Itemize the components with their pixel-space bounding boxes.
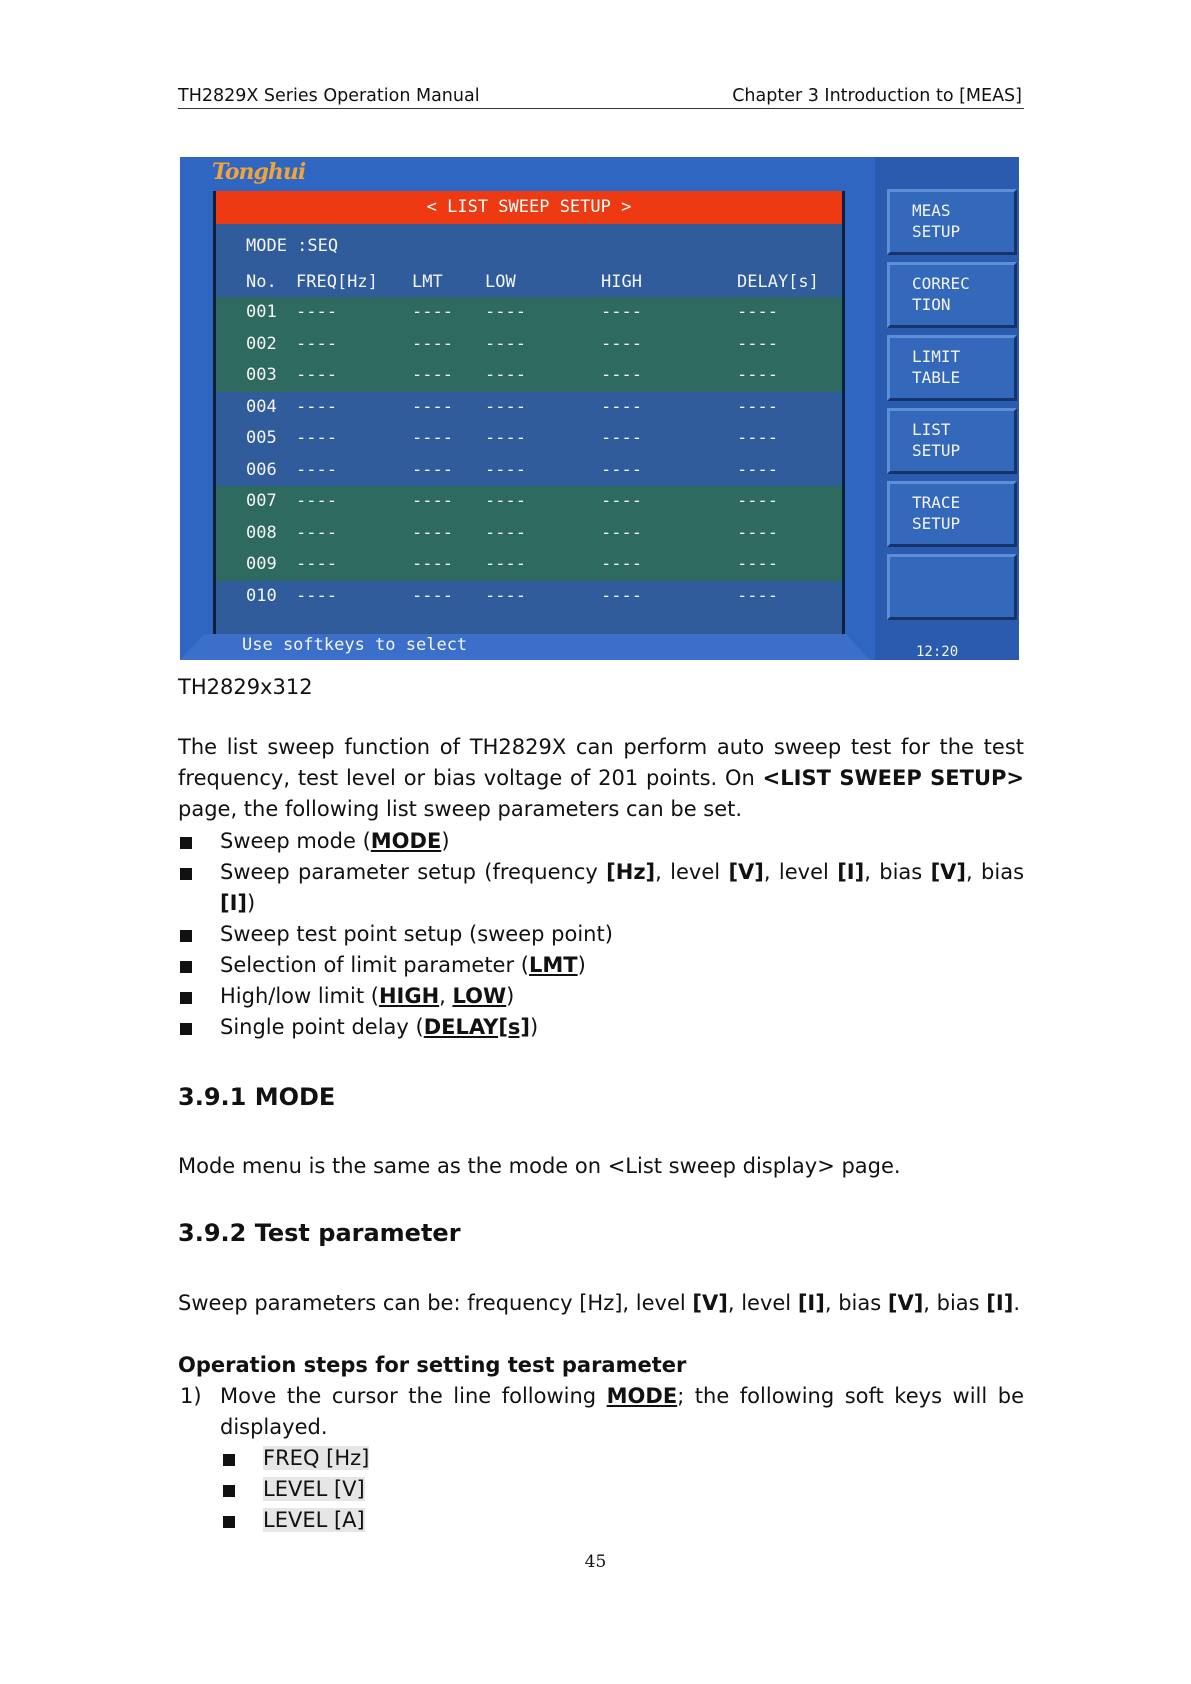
softkey-list-setup[interactable] <box>887 408 1017 474</box>
chapter-title: Chapter 3 Introduction to [MEAS] <box>732 86 1022 106</box>
table-row <box>216 518 842 550</box>
table-row <box>216 455 842 487</box>
table-cell-delay: ---- <box>737 302 778 322</box>
table-cell-delay: ---- <box>737 365 778 385</box>
softkey-limit-table[interactable] <box>887 335 1017 401</box>
table-cell-lmt: ---- <box>412 585 453 606</box>
figure-caption: TH2829x312 <box>178 675 313 699</box>
table-cell-high: ---- <box>601 333 642 354</box>
table-cell-no: 004 <box>246 396 277 417</box>
col-delay: DELAY[s] <box>737 272 819 292</box>
page-number: 45 <box>584 1552 607 1572</box>
table-cell-no: 005 <box>246 428 277 448</box>
section-heading-test-parameter: 3.9.2 Test parameter <box>178 1219 461 1247</box>
table-row <box>216 423 842 455</box>
table-cell-low: ---- <box>485 491 526 511</box>
softkey-label: CORREC TION <box>912 274 970 314</box>
table-row <box>216 549 842 581</box>
table-cell-lmt: ---- <box>412 333 453 354</box>
table-cell-delay: ---- <box>737 554 778 574</box>
table-row <box>216 581 842 613</box>
table-cell-high: ---- <box>601 459 642 480</box>
page-header <box>178 86 1024 109</box>
table-cell-high: ---- <box>601 396 642 417</box>
softkey-level-v: LEVEL [V] <box>263 1477 365 1501</box>
table-cell-high: ---- <box>601 428 642 448</box>
table-cell-lmt: ---- <box>412 396 453 417</box>
table-cell-freq: ---- <box>296 365 337 385</box>
table-cell-high: ---- <box>601 554 642 574</box>
softkey-label: MEAS SETUP <box>912 201 961 241</box>
table-cell-freq: ---- <box>296 459 337 480</box>
table-cell-lmt: ---- <box>412 459 453 480</box>
table-cell-lmt: ---- <box>412 428 453 448</box>
table-cell-no: 002 <box>246 333 277 354</box>
table-cell-high: ---- <box>601 365 642 385</box>
table-cell-low: ---- <box>485 302 526 322</box>
parameter-paragraph: Sweep parameters can be: frequency [Hz], level [V], level [I], bias [V], bias [I]. <box>178 1291 1020 1315</box>
table-cell-low: ---- <box>485 428 526 448</box>
bullet-icon <box>180 992 192 1004</box>
table-cell-lmt: ---- <box>412 522 453 543</box>
softkey-panel <box>875 157 1019 660</box>
table-cell-freq: ---- <box>296 491 337 511</box>
bullet-icon <box>223 1454 235 1466</box>
table-cell-low: ---- <box>485 459 526 480</box>
table-cell-delay: ---- <box>737 396 778 417</box>
bullet-icon <box>180 837 192 849</box>
screen-title: < LIST SWEEP SETUP > <box>216 191 842 224</box>
bullet-icon <box>180 930 192 942</box>
table-cell-no: 009 <box>246 554 277 574</box>
table-cell-low: ---- <box>485 585 526 606</box>
table-cell-freq: ---- <box>296 585 337 606</box>
table-cell-no: 003 <box>246 365 277 385</box>
col-high: HIGH <box>601 272 642 292</box>
table-row <box>216 297 842 329</box>
table-cell-delay: ---- <box>737 428 778 448</box>
table-cell-low: ---- <box>485 554 526 574</box>
intro-paragraph: The list sweep function of TH2829X can perform auto sweep test for the test frequency, test level or bias voltage of 201 points. On <LIST SWEEP SETUP> page, the following list sweep parameters can be set. <box>178 735 1024 822</box>
table-cell-lmt: ---- <box>412 554 453 574</box>
table-cell-no: 006 <box>246 459 277 480</box>
col-freq: FREQ[Hz] <box>296 272 378 292</box>
manual-title: TH2829X Series Operation Manual <box>178 86 480 106</box>
softkey-blank[interactable] <box>887 554 1017 620</box>
softkey-correction[interactable] <box>887 262 1017 328</box>
bullet-icon <box>180 1023 192 1035</box>
table-header <box>216 267 842 297</box>
table-row <box>216 360 842 392</box>
table-cell-delay: ---- <box>737 459 778 480</box>
steps-title: Operation steps for setting test parameter <box>178 1353 687 1377</box>
table-cell-high: ---- <box>601 522 642 543</box>
bullet-icon <box>223 1485 235 1497</box>
softkey-trace-setup[interactable] <box>887 481 1017 547</box>
mode-line: MODE :SEQ <box>246 236 339 256</box>
table-cell-delay: ---- <box>737 491 778 511</box>
table-cell-freq: ---- <box>296 302 337 322</box>
table-cell-low: ---- <box>485 396 526 417</box>
hint-text: Use softkeys to select <box>242 635 468 655</box>
table-cell-delay: ---- <box>737 333 778 354</box>
table-cell-no: 001 <box>246 302 277 322</box>
table-cell-lmt: ---- <box>412 302 453 322</box>
table-cell-freq: ---- <box>296 554 337 574</box>
table-cell-low: ---- <box>485 522 526 543</box>
softkey-label: LIST SETUP <box>912 420 961 460</box>
bullet-icon <box>223 1516 235 1528</box>
table-cell-high: ---- <box>601 585 642 606</box>
softkey-freq-hz: FREQ [Hz] <box>263 1446 370 1470</box>
table-row <box>216 392 842 424</box>
table-cell-freq: ---- <box>296 428 337 448</box>
screen-frame <box>213 191 845 660</box>
table-cell-freq: ---- <box>296 396 337 417</box>
table-cell-high: ---- <box>601 491 642 511</box>
table-cell-lmt: ---- <box>412 365 453 385</box>
col-no: No. <box>246 272 277 292</box>
table-cell-lmt: ---- <box>412 491 453 511</box>
table-cell-no: 010 <box>246 585 277 606</box>
softkey-label: TRACE SETUP <box>912 493 961 533</box>
instrument-screenshot <box>180 157 1019 660</box>
table-cell-delay: ---- <box>737 522 778 543</box>
table-cell-freq: ---- <box>296 522 337 543</box>
bullet-icon <box>180 961 192 973</box>
table-row <box>216 329 842 361</box>
table-cell-no: 008 <box>246 522 277 543</box>
table-cell-freq: ---- <box>296 333 337 354</box>
section-heading-mode: 3.9.1 MODE <box>178 1083 336 1111</box>
table-cell-high: ---- <box>601 302 642 322</box>
mode-paragraph: Mode menu is the same as the mode on <List sweep display> page. <box>178 1154 901 1178</box>
table-row <box>216 486 842 518</box>
bullet-icon <box>180 868 192 880</box>
step-number: 1) <box>180 1384 202 1408</box>
table-cell-low: ---- <box>485 365 526 385</box>
table-cell-low: ---- <box>485 333 526 354</box>
softkey-meas-setup[interactable] <box>887 189 1017 255</box>
table-cell-delay: ---- <box>737 585 778 606</box>
brand-logo: Tonghui <box>212 159 306 185</box>
col-lmt: LMT <box>412 272 443 292</box>
softkey-level-a: LEVEL [A] <box>263 1508 365 1532</box>
softkey-label: LIMIT TABLE <box>912 347 961 387</box>
table-cell-no: 007 <box>246 491 277 511</box>
col-low: LOW <box>485 272 516 292</box>
clock: 12:20 <box>916 644 959 660</box>
